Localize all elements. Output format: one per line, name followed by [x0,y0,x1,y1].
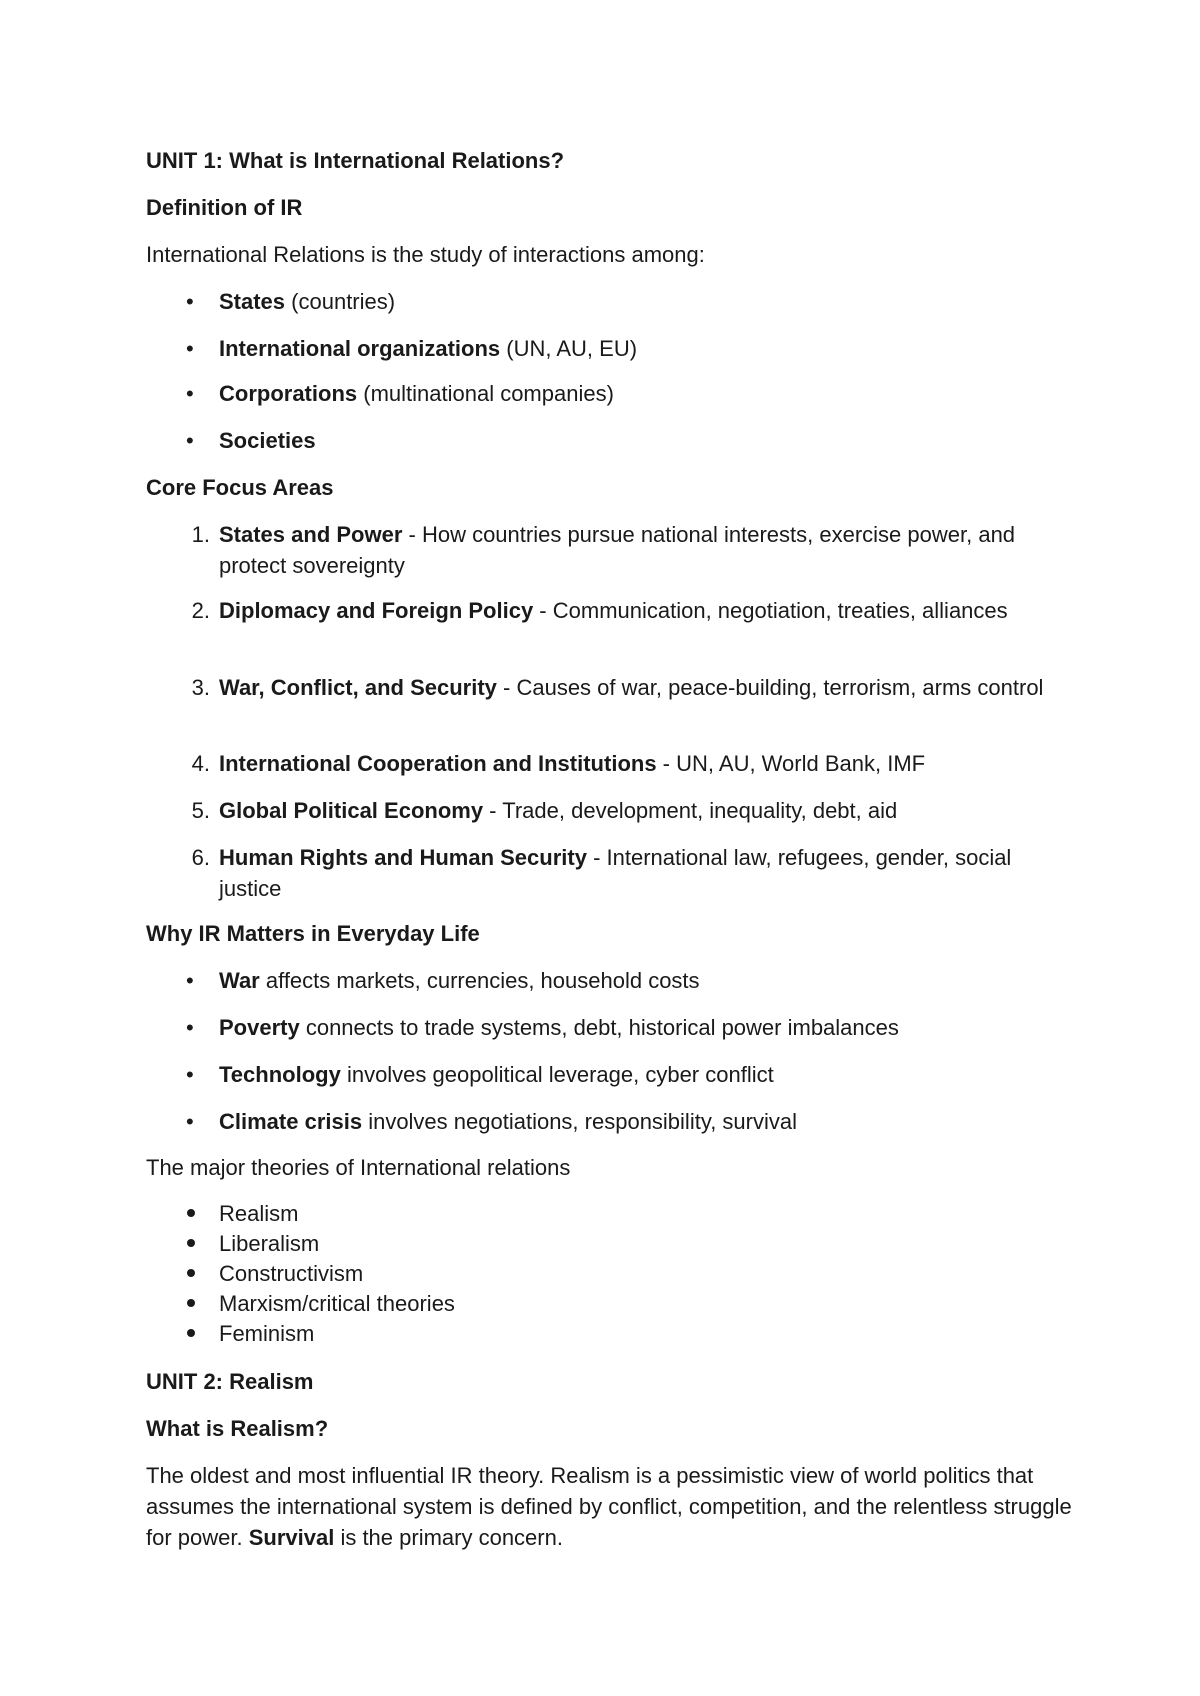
bullet-icon: • [186,428,194,453]
why-term: Climate crisis [219,1109,363,1134]
bullet-icon [187,1299,195,1307]
area-desc: - Communication, negotiation, treaties, alliances [533,598,1008,623]
area-desc: - Trade, development, inequality, debt, aid [483,798,898,823]
actor-term: Corporations [219,381,358,406]
area-desc: - UN, AU, World Bank, IMF [656,751,926,776]
why-desc: connects to trade systems, debt, historical power imbalances [299,1015,899,1040]
bullet-icon: • [186,1015,194,1040]
bullet-icon: • [186,1109,194,1134]
area-term: Human Rights and Human Security [219,845,587,870]
theory-name: Realism [219,1201,299,1226]
actor-desc: (multinational companies) [357,381,614,406]
item-number: 1. [191,522,210,547]
item-number: 5. [191,798,210,823]
why-desc: affects markets, currencies, household costs [259,968,700,993]
bullet-icon: • [186,336,194,361]
area-desc: - International law, refugees, gender, social justice [219,845,1012,901]
area-term: Global Political Economy [219,798,484,823]
bullet-icon [187,1239,195,1247]
theories-intro: The major theories of International relations [146,1155,571,1180]
theory-name: Marxism/critical theories [219,1291,455,1316]
what-is-realism-heading: What is Realism? [146,1416,329,1441]
area-term: Diplomacy and Foreign Policy [219,598,534,623]
actor-term: States [219,289,286,314]
bullet-icon: • [186,381,194,406]
definition-heading: Definition of IR [146,195,303,220]
unit2-title: UNIT 2: Realism [146,1369,314,1394]
actor-term: Societies [219,428,316,453]
why-ir-heading: Why IR Matters in Everyday Life [146,921,480,946]
bullet-icon: • [186,1062,194,1087]
realism-body-end: is the primary concern. [334,1525,563,1550]
theory-name: Liberalism [219,1231,320,1256]
bullet-icon [187,1329,195,1337]
theory-name: Feminism [219,1321,315,1346]
realism-body [146,1460,1076,1553]
area-desc: - Causes of war, peace-building, terrorism, arms control [496,675,1044,700]
item-number: 6. [191,845,210,870]
bullet-icon [187,1209,195,1217]
why-desc: involves negotiations, responsibility, survival [362,1109,797,1134]
why-term: Technology [219,1062,341,1087]
area-term: States and Power [219,522,403,547]
bullet-icon: • [186,968,194,993]
unit1-title: UNIT 1: What is International Relations? [146,148,565,173]
theory-name: Constructivism [219,1261,364,1286]
actor-term: International organizations [219,336,501,361]
core-focus-heading: Core Focus Areas [146,475,334,500]
realism-body-bold: Survival [248,1525,335,1550]
definition-intro: International Relations is the study of interactions among: [146,242,705,267]
why-term: War [219,968,260,993]
item-number: 2. [191,598,210,623]
why-term: Poverty [219,1015,300,1040]
realism-body-text: The oldest and most influential IR theory. Realism is a pessimistic view of world politics that assumes the international system is defined by conflict, competition, and the relentless struggle for power. [146,1463,1072,1550]
area-desc: - How countries pursue national interests, exercise power, and protect sovereignty [219,522,1016,578]
why-desc: involves geopolitical leverage, cyber conflict [340,1062,774,1087]
actor-desc: (countries) [285,289,396,314]
item-number: 3. [191,675,210,700]
area-term: War, Conflict, and Security [219,675,497,700]
bullet-icon: • [186,289,194,314]
actor-desc: (UN, AU, EU) [500,336,638,361]
bullet-icon [187,1269,195,1277]
area-term: International Cooperation and Institutions [219,751,657,776]
item-number: 4. [191,751,210,776]
